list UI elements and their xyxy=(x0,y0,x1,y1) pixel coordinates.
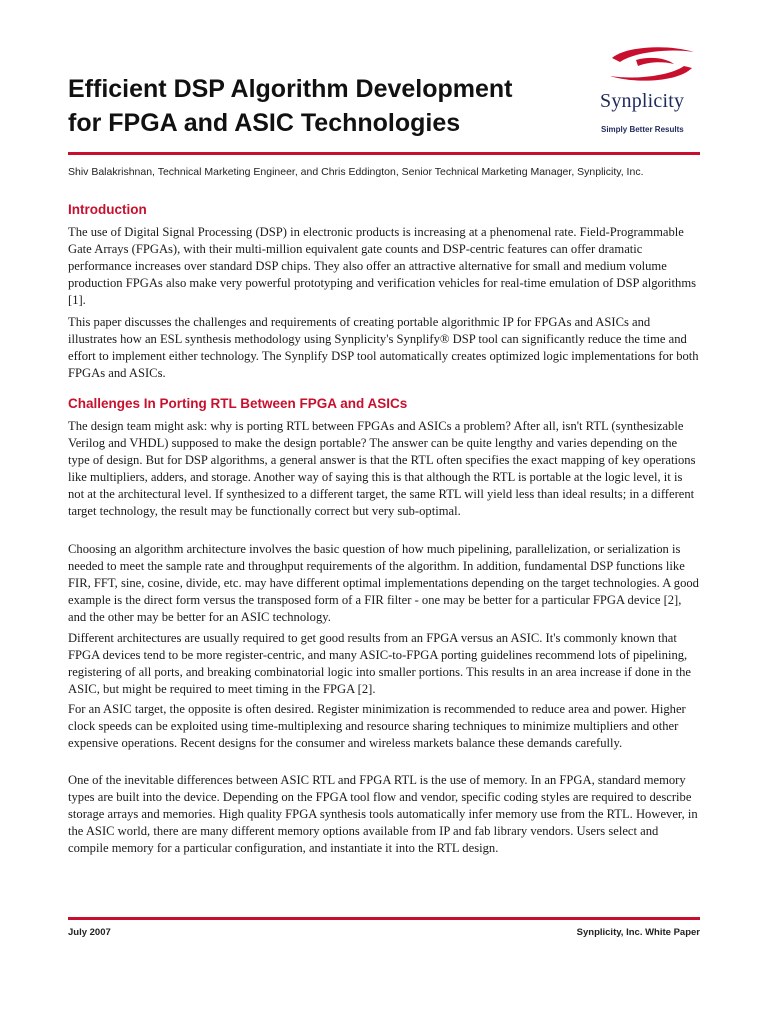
paragraph: This paper discusses the challenges and requirements of creating portable algorithmic IP for FPGAs and ASICs and illustrates how an ESL synthesis methodology using Synplicity's Synplify® DSP tool can significantly reduce the time and effort to implement either technology. The Synplify DSP tool automatically creates optimized logic implementations for both FPGAs and ASICs. xyxy=(68,315,699,381)
page-title xyxy=(68,72,588,140)
paragraph: Choosing an algorithm architecture involves the basic question of how much pipelining, parallelization, or serialization is needed to meet the sample rate and throughput requirements of the algorithm. In addition, fundamental DSP functions like FIR, FFT, sine, cosine, divide, etc. may have different optimal implementations depending on the target technologies. A good example is the direct form versus the transposed form of a FIR filter - one may be better for a particular FPGA device [2], and the other may be better for an ASIC technology. xyxy=(68,542,699,625)
footer-divider xyxy=(68,917,700,920)
paragraph: Different architectures are usually required to get good results from an FPGA versus an ASIC. It's commonly known that FPGA devices tend to be more register-centric, and many ASIC-to-FPGA porting guidelines recommend lots of pipelining, registering of all ports, and breaking combinatorial logic into smaller portions. This results in an area increase if done in the ASIC, but might be required to meet timing in the FPGA [2]. xyxy=(68,631,691,697)
title-line-1: Efficient DSP Algorithm Development xyxy=(68,75,513,103)
footer-date: July 2007 xyxy=(68,927,111,938)
logo-wordmark: Synplicity xyxy=(600,90,685,112)
paragraph: For an ASIC target, the opposite is often desired. Register minimization is recommended to reduce area and power. Higher clock speeds can be exploited using time-multiplexing and resource sharing techniques to minimize multipliers and other expensive operations. Recent designs for the consumer and wireless markets balance these demands carefully. xyxy=(68,702,686,751)
paragraph: The design team might ask: why is porting RTL between FPGAs and ASICs a problem? After all, isn't RTL (synthesizable Verilog and VHDL) supposed to make the design portable? The answer can be quite lengthy and varies depending on the type of design. But for DSP algorithms, a general answer is that the RTL often specifies the exact mapping of key operations like multipliers, adders, and storage. Another way of saying this is that although the RTL is portable at the logic level, it is not at the architectural level. If synthesized to a different target, the same RTL will yield less than ideal results; in a different target technology, the result may be functionally correct but very sub-optimal. xyxy=(68,419,696,519)
paragraph: One of the inevitable differences between ASIC RTL and FPGA RTL is the use of memory. In an FPGA, standard memory types are built into the device. Depending on the FPGA tool flow and vendor, specific coding styles are required to describe storage arrays and memories. High quality FPGA synthesis tools automatically infer memory use from the RTL. However, in the ASIC world, there are many different memory options available from IP and fab library vendors. Users select and compile memory for a particular configuration, and instantiate it into the RTL design. xyxy=(68,773,698,856)
title-line-2: for FPGA and ASIC Technologies xyxy=(68,109,461,137)
header-divider xyxy=(68,152,700,155)
author-line: Shiv Balakrishnan, Technical Marketing Engineer, and Chris Eddington, Senior Technical Marketing Manager, Synplicity, Inc. xyxy=(68,166,644,178)
section-heading-introduction: Introduction xyxy=(68,202,147,217)
logo-tagline: Simply Better Results xyxy=(601,125,684,134)
section-heading-challenges: Challenges In Porting RTL Between FPGA and ASICs xyxy=(68,396,408,411)
paragraph: The use of Digital Signal Processing (DSP) in electronic products is increasing at a phenomenal rate. Field-Programmable Gate Arrays (FPGAs), with their multi-million equivalent gate counts and DSP-centric features can offer dramatic performance increases over standard DSP chips. They also offer an attractive alternative for small and medium volume production FPGAs also make very powerful prototyping and verification vehicles for real-time emulation of DSP algorithms [1]. xyxy=(68,225,697,308)
swoosh-logo-icon xyxy=(606,44,698,84)
footer-publisher: Synplicity, Inc. White Paper xyxy=(576,927,700,938)
synplicity-logo xyxy=(596,44,706,139)
